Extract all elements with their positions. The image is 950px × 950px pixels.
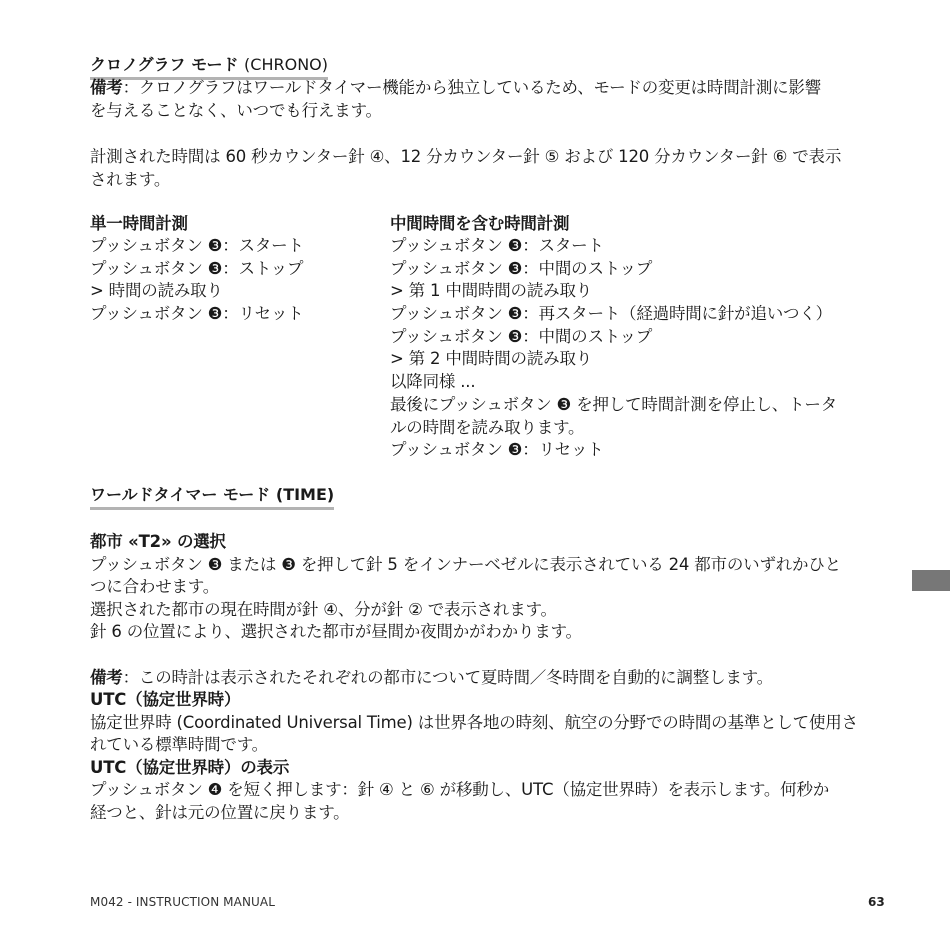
time-note-label: 備考 xyxy=(90,668,123,687)
split-step: ルの時間を読み取ります。 xyxy=(390,417,585,437)
time-title-paren: (TIME) xyxy=(275,485,335,504)
city-line3: 選択された都市の現在時間が針 ④、分が針 ② で表示されます。 xyxy=(90,600,557,619)
utc-display-line1: プッシュボタン ❹ を短く押します：針 ④ と ⑥ が移動し、UTC（協定世界時）を表示します。何秒か xyxy=(90,780,830,799)
chrono-title-paren: (CHRONO) xyxy=(244,55,328,74)
split-step: 最後にプッシュボタン ❸ を押して時間計測を停止し、トータ xyxy=(390,394,837,414)
time-note-text: ：この時計は表示されたそれぞれの都市について夏時間／冬時間を自動的に調整します。 xyxy=(122,668,773,687)
split-timing-heading: 中間時間を含む時間計測 xyxy=(390,214,570,233)
split-timing-steps xyxy=(390,234,837,461)
chrono-note-label: 備考 xyxy=(90,78,123,97)
city-line2: つに合わせます。 xyxy=(90,577,220,596)
single-step: プッシュボタン ❸：ストップ xyxy=(90,258,304,278)
split-step: プッシュボタン ❸：中間のストップ xyxy=(390,258,653,278)
chrono-title-text: クロノグラフ モード xyxy=(90,55,239,74)
section-thumb-tab xyxy=(912,570,950,591)
split-step: プッシュボタン ❸：中間のストップ xyxy=(390,326,653,346)
city-select-heading: 都市 «T2» の選択 xyxy=(90,532,226,551)
time-section-title xyxy=(90,484,334,510)
single-step: プッシュボタン ❸：リセット xyxy=(90,304,304,324)
chrono-note-line1 xyxy=(90,76,821,99)
utc-display-line2: 経つと、針は元の位置に戻ります。 xyxy=(90,803,350,822)
split-step: プッシュボタン ❸：リセット xyxy=(390,440,604,460)
chrono-display-line2: されます。 xyxy=(90,170,171,189)
split-step: プッシュボタン ❸：再スタート（経過時間に針が追いつく） xyxy=(390,304,832,324)
time-title-text: ワールドタイマー モード xyxy=(90,485,271,504)
single-step: プッシュボタン ❸：スタート xyxy=(90,236,304,255)
city-line4: 針 6 の位置により、選択された都市が昼間か夜間かがわかります。 xyxy=(90,622,582,641)
utc-heading: UTC（協定世界時） xyxy=(90,690,241,709)
city-line1: プッシュボタン ❸ または ❸ を押して針 5 をインナーベゼルに表示されている 24 都市のいずれかひと xyxy=(90,555,841,574)
utc-line1: 協定世界時 (Coordinated Universal Time) は世界各地の時刻、航空の分野での時間の基準として使用さ xyxy=(90,713,858,732)
split-step: プッシュボタン ❸：スタート xyxy=(390,236,604,255)
split-step: > 第 2 中間時間の読み取り xyxy=(390,349,593,369)
single-step: > 時間の読み取り xyxy=(90,281,223,301)
footer-manual-name: M042 - INSTRUCTION MANUAL xyxy=(90,895,276,909)
page-number: 63 xyxy=(868,895,885,909)
chrono-note-text: ：クロノグラフはワールドタイマー機能から独立しているため、モードの変更は時間計測に影響 xyxy=(122,78,822,97)
utc-line2: れている標準時間です。 xyxy=(90,735,268,754)
time-note xyxy=(90,666,773,689)
chrono-display-line1: 計測された時間は 60 秒カウンター針 ④、12 分カウンター針 ⑤ および 120 分カウンター針 ⑥ で表示 xyxy=(90,147,842,166)
single-timing-steps xyxy=(90,234,304,325)
chrono-note-line2: を与えることなく、いつでも行えます。 xyxy=(90,101,382,120)
single-timing-heading: 単一時間計測 xyxy=(90,214,188,233)
split-step: 以降同様 ... xyxy=(390,372,476,392)
utc-display-heading: UTC（協定世界時）の表示 xyxy=(90,758,290,777)
split-step: > 第 1 中間時間の読み取り xyxy=(390,281,593,301)
